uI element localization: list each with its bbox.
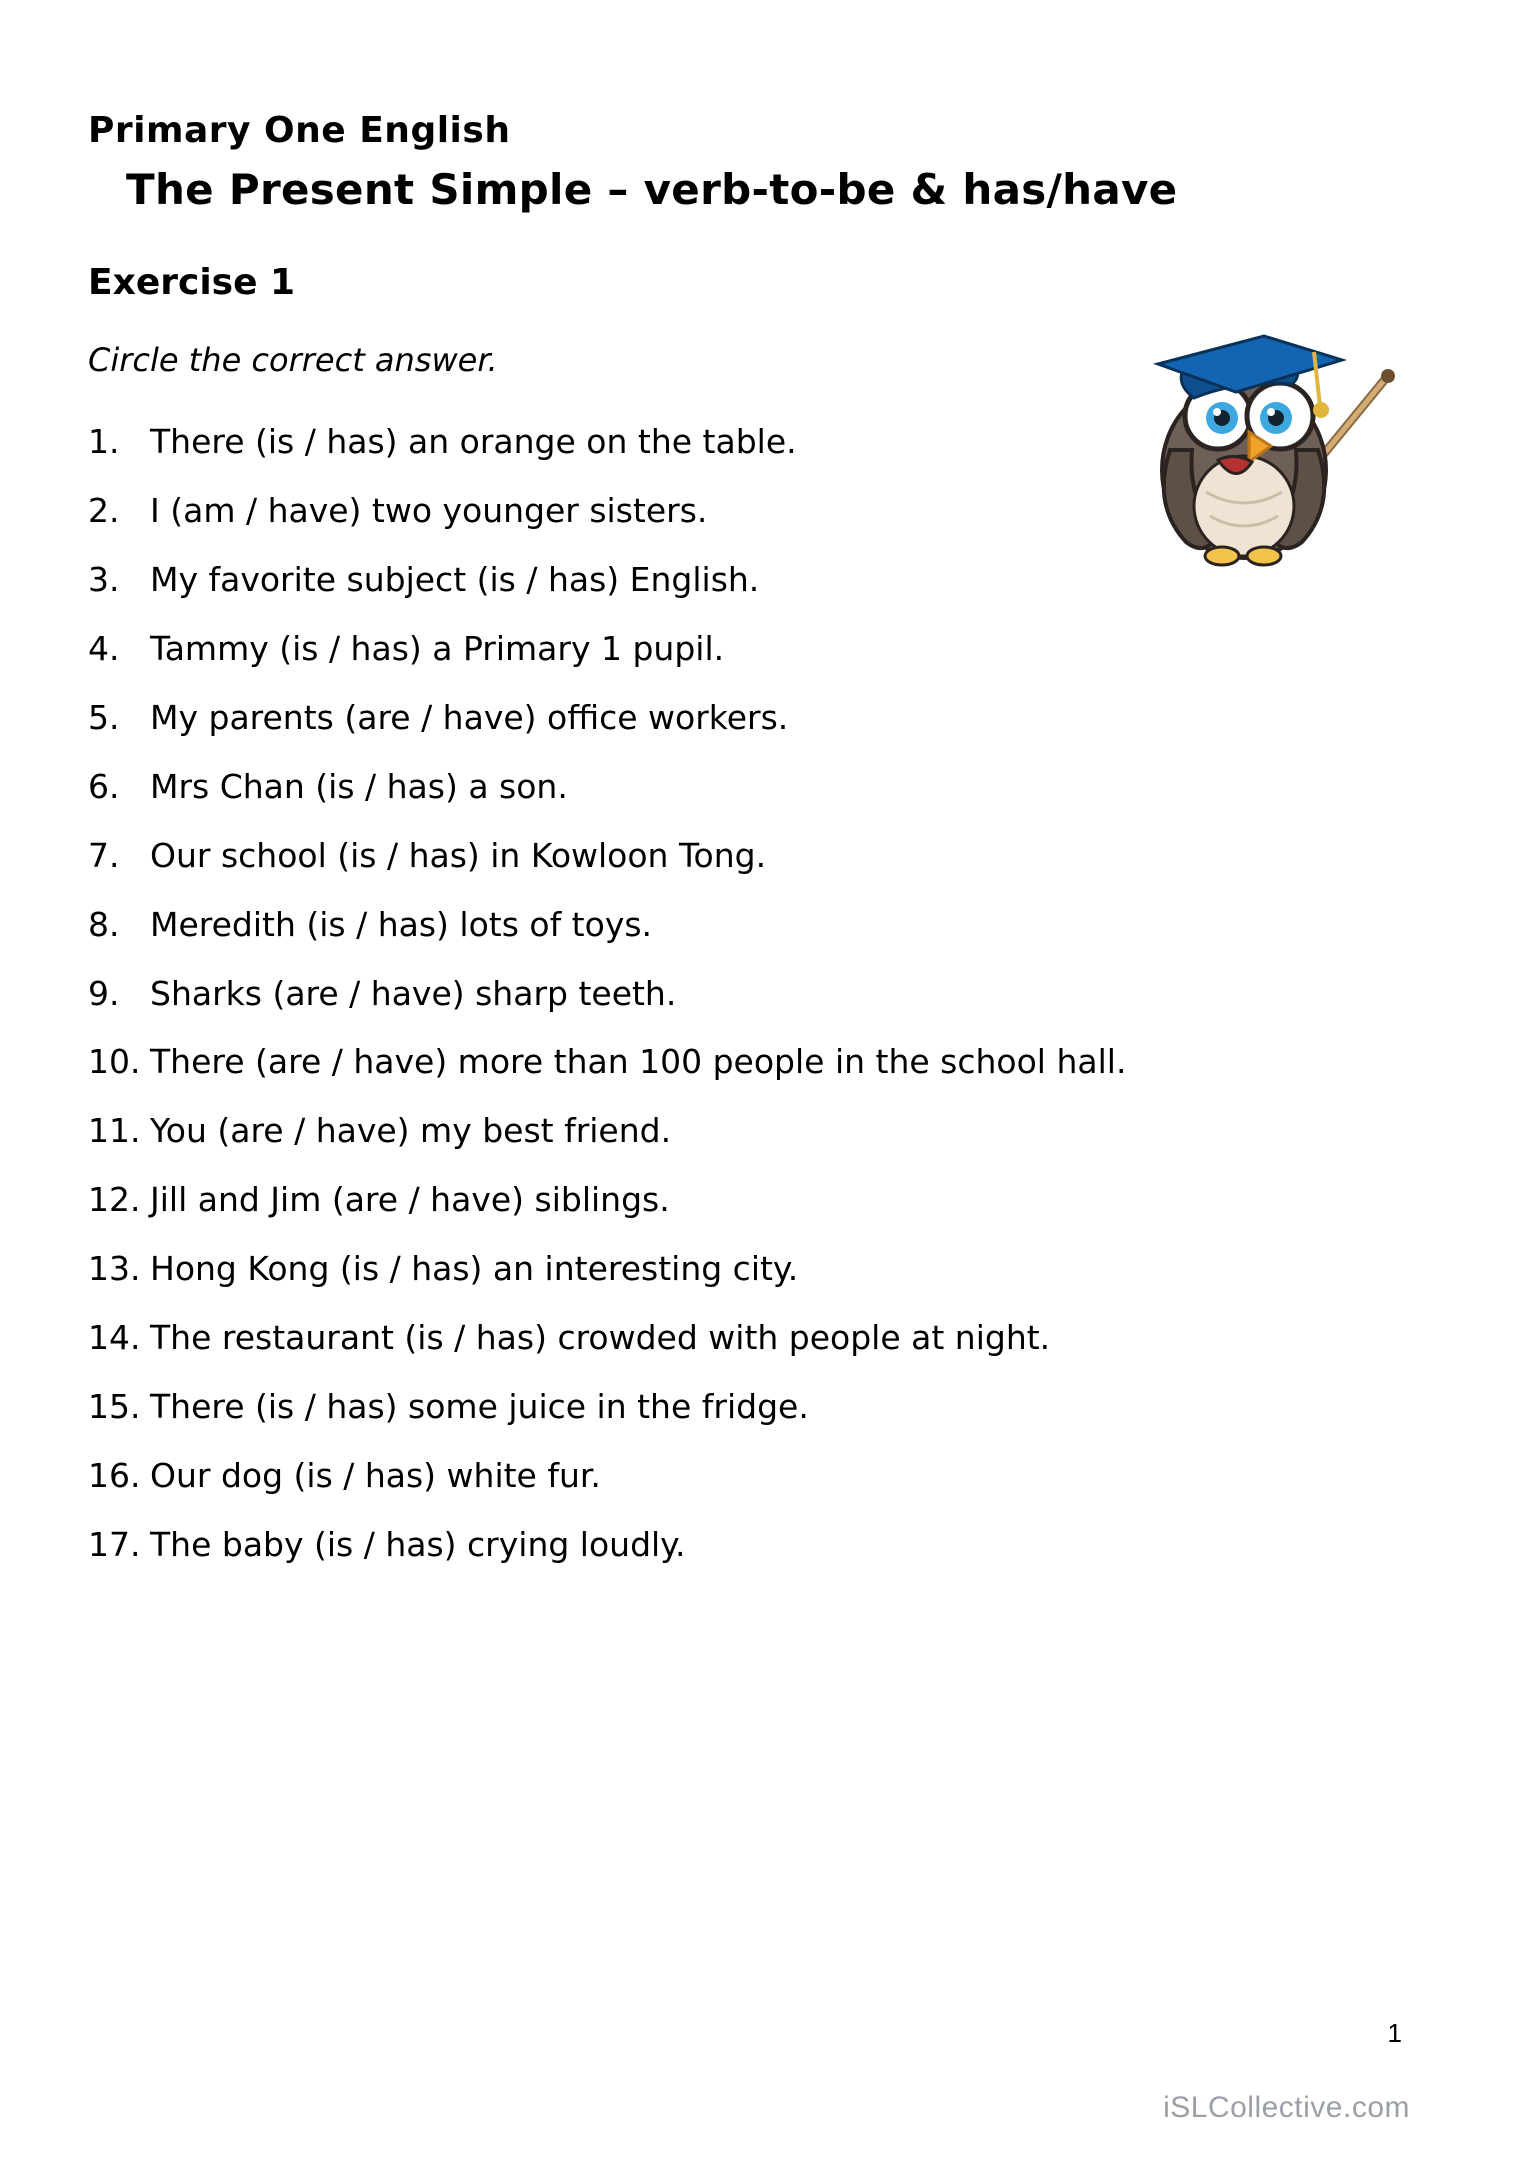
question-text: The restaurant (is / has) crowded with people at night. [150,1318,1051,1358]
question-text: Jill and Jim (are / have) siblings. [150,1180,670,1220]
question-number: 5. [88,697,120,737]
exercise-heading: Exercise 1 [88,262,296,303]
question-text: Sharks (are / have) sharp teeth. [150,973,677,1013]
list-item [88,975,1412,1013]
question-number: 10. [88,1042,141,1082]
list-item [88,630,1412,668]
question-number: 7. [88,835,120,875]
question-text: Meredith (is / has) lots of toys. [150,904,653,944]
question-number: 1. [88,422,120,461]
list-item [88,906,1412,944]
question-text: There (are / have) more than 100 people in the school hall. [150,1042,1127,1082]
page-number: 1 [1387,2018,1402,2048]
owl-teacher-icon [1114,320,1414,610]
question-number: 9. [88,973,120,1013]
list-item [88,1457,1412,1495]
question-number: 4. [88,628,120,668]
list-item [88,768,1412,806]
question-text: My parents (are / have) office workers. [150,697,789,737]
list-item [88,1526,1412,1564]
list-item [88,1112,1412,1150]
exercise-instruction: Circle the correct answer. [88,341,498,379]
question-number: 15. [88,1387,141,1427]
course-title: Primary One English [88,110,511,151]
list-item [88,1250,1412,1288]
question-number: 8. [88,904,120,944]
question-number: 12. [88,1180,141,1220]
question-text: The baby (is / has) crying loudly. [150,1525,686,1564]
question-text: Mrs Chan (is / has) a son. [150,766,568,806]
question-number: 6. [88,766,120,806]
owl-teacher-illustration [1114,320,1414,610]
question-text: Hong Kong (is / has) an interesting city. [150,1249,799,1289]
question-number: 2. [88,490,120,530]
question-text: I (am / have) two younger sisters. [150,490,708,530]
question-text: There (is / has) an orange on the table. [150,422,797,461]
list-item [88,837,1412,875]
list-item [88,1319,1412,1357]
question-text: Our school (is / has) in Kowloon Tong. [150,835,767,875]
question-text: There (is / has) some juice in the fridge. [150,1387,809,1427]
question-number: 14. [88,1318,141,1358]
question-number: 17. [88,1525,141,1564]
question-number: 16. [88,1456,141,1496]
question-number: 13. [88,1249,141,1289]
list-item [88,1181,1412,1219]
watermark: iSLCollective.com [1163,2091,1410,2124]
list-item [88,1043,1412,1081]
worksheet-title: The Present Simple – verb-to-be & has/have [126,165,1178,214]
list-item [88,1388,1412,1426]
list-item [88,699,1412,737]
question-text: My favorite subject (is / has) English. [150,559,760,599]
question-text: Our dog (is / has) white fur. [150,1456,601,1496]
question-text: Tammy (is / has) a Primary 1 pupil. [150,628,725,668]
question-number: 11. [88,1111,141,1151]
question-text: You (are / have) my best friend. [150,1111,672,1151]
question-number: 3. [88,559,120,599]
